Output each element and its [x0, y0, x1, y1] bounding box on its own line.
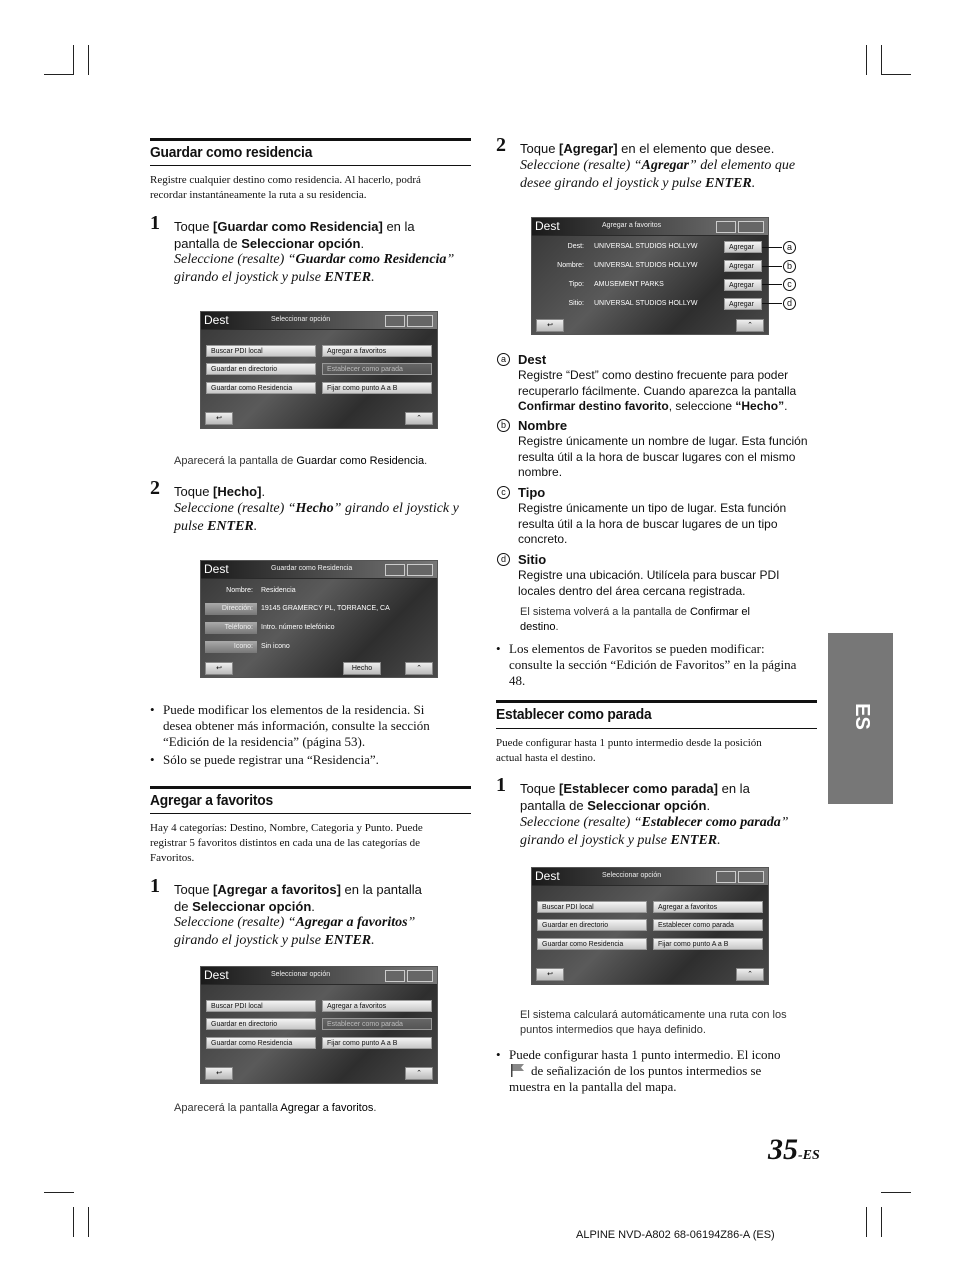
- section-rule: [496, 728, 817, 729]
- callout-marker: a: [783, 241, 796, 254]
- screen-select-option: [531, 867, 769, 985]
- screen-save-home: [200, 560, 438, 678]
- screen-button[interactable]: Establecer como parada: [653, 919, 763, 931]
- field-label: Tipo:: [568, 281, 584, 288]
- page-number: 35-ES: [768, 1133, 820, 1166]
- item-title: Dest: [518, 352, 547, 367]
- crop-mark: [88, 1207, 89, 1237]
- step-number: 2: [150, 477, 160, 499]
- step-instruction: Toque [Guardar como Residencia] en la pantalla de Seleccionar opción.: [174, 219, 415, 251]
- screen-title: Seleccionar opción: [271, 316, 331, 323]
- screen-button[interactable]: Guardar en directorio: [206, 1018, 316, 1030]
- screen-caption: El sistema volverá a la pantalla de Confirmar el destino.: [520, 606, 750, 633]
- add-button[interactable]: Agregar: [724, 279, 762, 291]
- field-label: Icono:: [205, 641, 257, 653]
- item-description: Registre “Dest” como destino frecuente para poder recuperarlo fácilmente. Cuando aparezca la pantalla Confirmar destino favorito, seleccione “Hecho”.: [518, 368, 797, 413]
- back-button[interactable]: ↩: [536, 319, 564, 332]
- step-instruction: Toque [Establecer como parada] en la pantalla de Seleccionar opción.: [520, 781, 750, 813]
- step-number: 2: [496, 134, 506, 156]
- item-title: Tipo: [518, 485, 546, 500]
- up-button[interactable]: ⌃: [405, 1067, 433, 1080]
- section-title: Guardar como residencia: [150, 144, 313, 161]
- callout-line: [762, 266, 782, 267]
- screen-button[interactable]: Agregar a favoritos: [322, 1000, 432, 1012]
- step-instruction: Toque [Hecho].: [174, 484, 266, 499]
- step-number: 1: [150, 212, 160, 234]
- step-note: Seleccione (resalte) “Establecer como parada” girando el joystick y pulse ENTER.: [520, 815, 789, 848]
- callout-line: [762, 303, 782, 304]
- section-rule: [496, 700, 817, 703]
- crop-mark: [866, 1207, 867, 1237]
- section-rule: [150, 138, 471, 141]
- item-title: Nombre: [518, 418, 568, 433]
- screen-button[interactable]: Fijar como punto A a B: [322, 1037, 432, 1049]
- grid-icon[interactable]: [738, 871, 764, 883]
- field-label: Nombre:: [557, 262, 584, 269]
- item-title: Sitio: [518, 552, 547, 567]
- done-button[interactable]: Hecho: [343, 662, 381, 675]
- section-rule: [150, 165, 471, 166]
- callout-line: [762, 284, 782, 285]
- screen-button[interactable]: Agregar a favoritos: [653, 901, 763, 913]
- section-rule: [150, 813, 471, 814]
- waypoint-flag-icon: [509, 1063, 525, 1077]
- item-marker: c: [497, 486, 510, 499]
- callout-marker: c: [783, 278, 796, 291]
- field-label: Sitio:: [568, 300, 584, 307]
- crop-mark: [73, 1207, 74, 1237]
- callout-marker: d: [783, 297, 796, 310]
- bullet-list: • Puede configurar hasta 1 punto intermedio. El icono de señalización de los puntos intermedios se muestra en la pantalla del mapa.: [496, 1047, 781, 1094]
- screen-button[interactable]: Fijar como punto A a B: [653, 938, 763, 950]
- grid-icon[interactable]: [407, 970, 433, 982]
- bullet-list: • Puede modificar los elementos de la residencia. Si desea obtener más información, consulte la sección “Edición de la residencia” (página 53). • Sólo se puede registrar una “Residencia”.: [150, 702, 430, 767]
- screen-dest-label: Dest: [535, 869, 560, 883]
- screen-title: Guardar como Residencia: [271, 565, 353, 572]
- step-note: Seleccione (resalte) “Hecho” girando el joystick y pulse ENTER.: [174, 501, 459, 534]
- crop-mark: [866, 45, 867, 75]
- screen-add-favorites: [531, 217, 769, 335]
- add-button[interactable]: Agregar: [724, 260, 762, 272]
- step-instruction: Toque [Agregar] en el elemento que desee.: [520, 141, 775, 156]
- field-value: AMUSEMENT PARKS: [594, 281, 664, 288]
- screen-dest-label: Dest: [204, 313, 229, 327]
- screen-button[interactable]: Guardar en directorio: [537, 919, 647, 931]
- footer-text: ALPINE NVD-A802 68-06194Z86-A (ES): [576, 1229, 775, 1241]
- screen-title: Seleccionar opción: [271, 971, 331, 978]
- item-description: Registre únicamente un tipo de lugar. Esta función resulta útil a la hora de buscar lugares de un tipo concreto.: [518, 501, 787, 546]
- crop-mark: [44, 1192, 74, 1193]
- language-tab: ES: [828, 633, 893, 804]
- crop-mark: [44, 74, 74, 75]
- list-icon[interactable]: [716, 221, 736, 233]
- grid-icon[interactable]: [407, 564, 433, 576]
- crop-mark: [73, 45, 74, 75]
- step-number: 1: [150, 875, 160, 897]
- field-value: UNIVERSAL STUDIOS HOLLYW: [594, 243, 698, 250]
- list-icon[interactable]: [385, 970, 405, 982]
- screen-dest-label: Dest: [535, 219, 560, 233]
- field-label: Dest:: [567, 243, 584, 250]
- grid-icon[interactable]: [738, 221, 764, 233]
- step-note: Seleccione (resalte) “Agregar” del elemento que desee girando el joystick y pulse ENTER.: [520, 158, 796, 191]
- up-button[interactable]: ⌃: [736, 319, 764, 332]
- screen-select-option: [200, 311, 438, 429]
- item-marker: a: [497, 353, 510, 366]
- screen-button[interactable]: Guardar como Residencia: [537, 938, 647, 950]
- intro-text: Puede configurar hasta 1 punto intermedio desde la posición actual hasta el destino.: [496, 737, 762, 764]
- screen-button[interactable]: Guardar en directorio: [206, 363, 316, 375]
- field-value: UNIVERSAL STUDIOS HOLLYW: [594, 262, 698, 269]
- add-button[interactable]: Agregar: [724, 241, 762, 253]
- crop-mark: [881, 45, 882, 75]
- back-button[interactable]: ↩: [205, 1067, 233, 1080]
- screen-title: Agregar a favoritos: [602, 222, 662, 229]
- grid-icon[interactable]: [407, 315, 433, 327]
- up-button[interactable]: ⌃: [405, 412, 433, 425]
- screen-caption: El sistema calculará automáticamente una ruta con los puntos intermedios que haya definido.: [520, 1009, 787, 1036]
- section-title: Agregar a favoritos: [150, 792, 274, 809]
- crop-mark: [881, 74, 911, 75]
- screen-button[interactable]: Agregar a favoritos: [322, 345, 432, 357]
- step-note: Seleccione (resalte) “Agregar a favoritos” girando el joystick y pulse ENTER.: [174, 915, 416, 948]
- screen-button[interactable]: Guardar como Residencia: [206, 1037, 316, 1049]
- field-label: Nombre:: [226, 587, 253, 594]
- screen-button[interactable]: Establecer como parada: [322, 1018, 432, 1030]
- screen-button[interactable]: Buscar PDI local: [206, 1000, 316, 1012]
- field-label: Teléfono:: [205, 622, 257, 634]
- screen-title: Seleccionar opción: [602, 872, 662, 879]
- field-value: 19145 GRAMERCY PL, TORRANCE, CA: [261, 605, 390, 612]
- crop-mark: [881, 1207, 882, 1237]
- intro-text: Hay 4 categorías: Destino, Nombre, Categoria y Punto. Puede registrar 5 favoritos distintos en cada una de las categorías de Favoritos.: [150, 822, 423, 864]
- bullet-list: • Los elementos de Favoritos se pueden modificar: consulte la sección “Edición de Favoritos” en la página 48.: [496, 641, 797, 688]
- screen-button[interactable]: Buscar PDI local: [537, 901, 647, 913]
- step-note: Seleccione (resalte) “Guardar como Residencia” girando el joystick y pulse ENTER.: [174, 252, 455, 285]
- field-value: Sin icono: [261, 643, 290, 650]
- field-value: Residencia: [261, 587, 296, 594]
- screen-dest-label: Dest: [204, 562, 229, 576]
- screen-caption: Aparecerá la pantalla Agregar a favoritos.: [174, 1102, 377, 1114]
- list-icon[interactable]: [716, 871, 736, 883]
- screen-dest-label: Dest: [204, 968, 229, 982]
- screen-button[interactable]: Fijar como punto A a B: [322, 382, 432, 394]
- crop-mark: [881, 1192, 911, 1193]
- screen-caption: Aparecerá la pantalla de Guardar como Residencia.: [174, 455, 428, 467]
- field-value: Intro. número telefónico: [261, 624, 335, 631]
- back-button[interactable]: ↩: [205, 662, 233, 675]
- field-value: UNIVERSAL STUDIOS HOLLYW: [594, 300, 698, 307]
- item-description: Registre únicamente un nombre de lugar. Esta función resulta útil a la hora de buscar lugares con el mismo nombre.: [518, 434, 808, 479]
- screen-button[interactable]: Buscar PDI local: [206, 345, 316, 357]
- section-title: Establecer como parada: [496, 706, 652, 723]
- section-rule: [150, 786, 471, 789]
- list-icon[interactable]: [385, 315, 405, 327]
- item-description: Registre una ubicación. Utilícela para buscar PDI locales dentro del área cercana registrada.: [518, 568, 780, 598]
- up-button[interactable]: ⌃: [405, 662, 433, 675]
- screen-button[interactable]: Guardar como Residencia: [206, 382, 316, 394]
- up-button[interactable]: ⌃: [736, 968, 764, 981]
- back-button[interactable]: ↩: [205, 412, 233, 425]
- back-button[interactable]: ↩: [536, 968, 564, 981]
- screen-select-option: [200, 966, 438, 1084]
- item-marker: b: [497, 419, 510, 432]
- crop-mark: [88, 45, 89, 75]
- item-marker: d: [497, 553, 510, 566]
- add-button[interactable]: Agregar: [724, 298, 762, 310]
- callout-marker: b: [783, 260, 796, 273]
- step-instruction: Toque [Agregar a favoritos] en la pantalla de Seleccionar opción.: [174, 882, 422, 914]
- list-icon[interactable]: [385, 564, 405, 576]
- screen-button[interactable]: Establecer como parada: [322, 363, 432, 375]
- field-label: Dirección:: [205, 603, 257, 615]
- intro-text: Registre cualquier destino como residencia. Al hacerlo, podrá recordar instantáneamente la ruta a su residencia.: [150, 174, 421, 201]
- callout-line: [762, 247, 782, 248]
- step-number: 1: [496, 774, 506, 796]
